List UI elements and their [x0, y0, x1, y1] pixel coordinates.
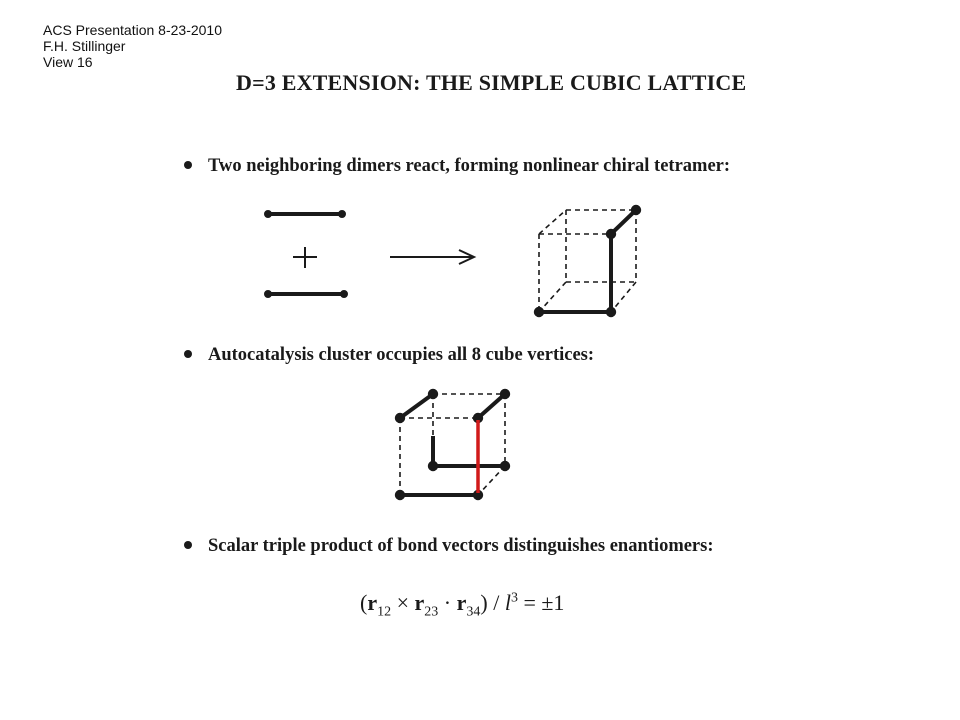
dimer-top-atom-left	[265, 211, 272, 218]
tetramer-atom-2	[608, 309, 614, 315]
formula-r34-sub: 34	[466, 604, 481, 620]
header-author: F.H. Stillinger	[43, 38, 126, 54]
cluster-bonds	[397, 391, 508, 498]
bullet-1-text: Two neighboring dimers react, forming nonlinear chiral tetramer:	[208, 156, 731, 176]
bullet-3-text: Scalar triple product of bond vectors distinguishes enantiomers:	[208, 536, 714, 556]
formula-r23: r	[414, 590, 425, 615]
formula-cross: ×	[391, 590, 415, 615]
bullet-dot-icon	[184, 161, 192, 169]
formula-l-exp: 3	[510, 590, 518, 606]
formula-r12-sub: 12	[377, 604, 392, 620]
tetramer-atom-4	[633, 207, 639, 213]
header-presentation: ACS Presentation 8-23-2010	[43, 22, 222, 38]
bullet-2-text: Autocatalysis cluster occupies all 8 cube vertices:	[208, 345, 595, 365]
formula-r23-sub: 23	[424, 604, 439, 620]
dimers-to-tetramer-figure	[255, 200, 655, 320]
header-view: View 16	[43, 54, 93, 70]
bullet-1	[184, 156, 730, 177]
formula-r34: r	[456, 590, 467, 615]
bullet-dot-icon	[184, 350, 192, 358]
bullet-dot-icon	[184, 541, 192, 549]
bullet-2	[184, 345, 594, 366]
formula-dot: ·	[438, 590, 457, 615]
tetramer-atom-3	[608, 231, 614, 237]
triple-product-formula	[360, 590, 564, 620]
slide-header	[43, 22, 222, 70]
bullet-3	[184, 536, 714, 557]
formula-close: ) /	[480, 590, 505, 615]
dimer-bottom-atom-left	[265, 291, 272, 298]
formula-l: l	[504, 590, 511, 615]
autocatalysis-cube-figure	[390, 388, 520, 504]
dimer-top-atom-right	[339, 211, 346, 218]
dimer-bottom-atom-right	[341, 291, 348, 298]
formula-rhs: = ±1	[517, 590, 565, 615]
formula-open: (	[360, 590, 368, 615]
formula-r12: r	[367, 590, 378, 615]
slide-title: D=3 EXTENSION: THE SIMPLE CUBIC LATTICE	[236, 70, 747, 95]
tetramer-atom-1	[536, 309, 542, 315]
